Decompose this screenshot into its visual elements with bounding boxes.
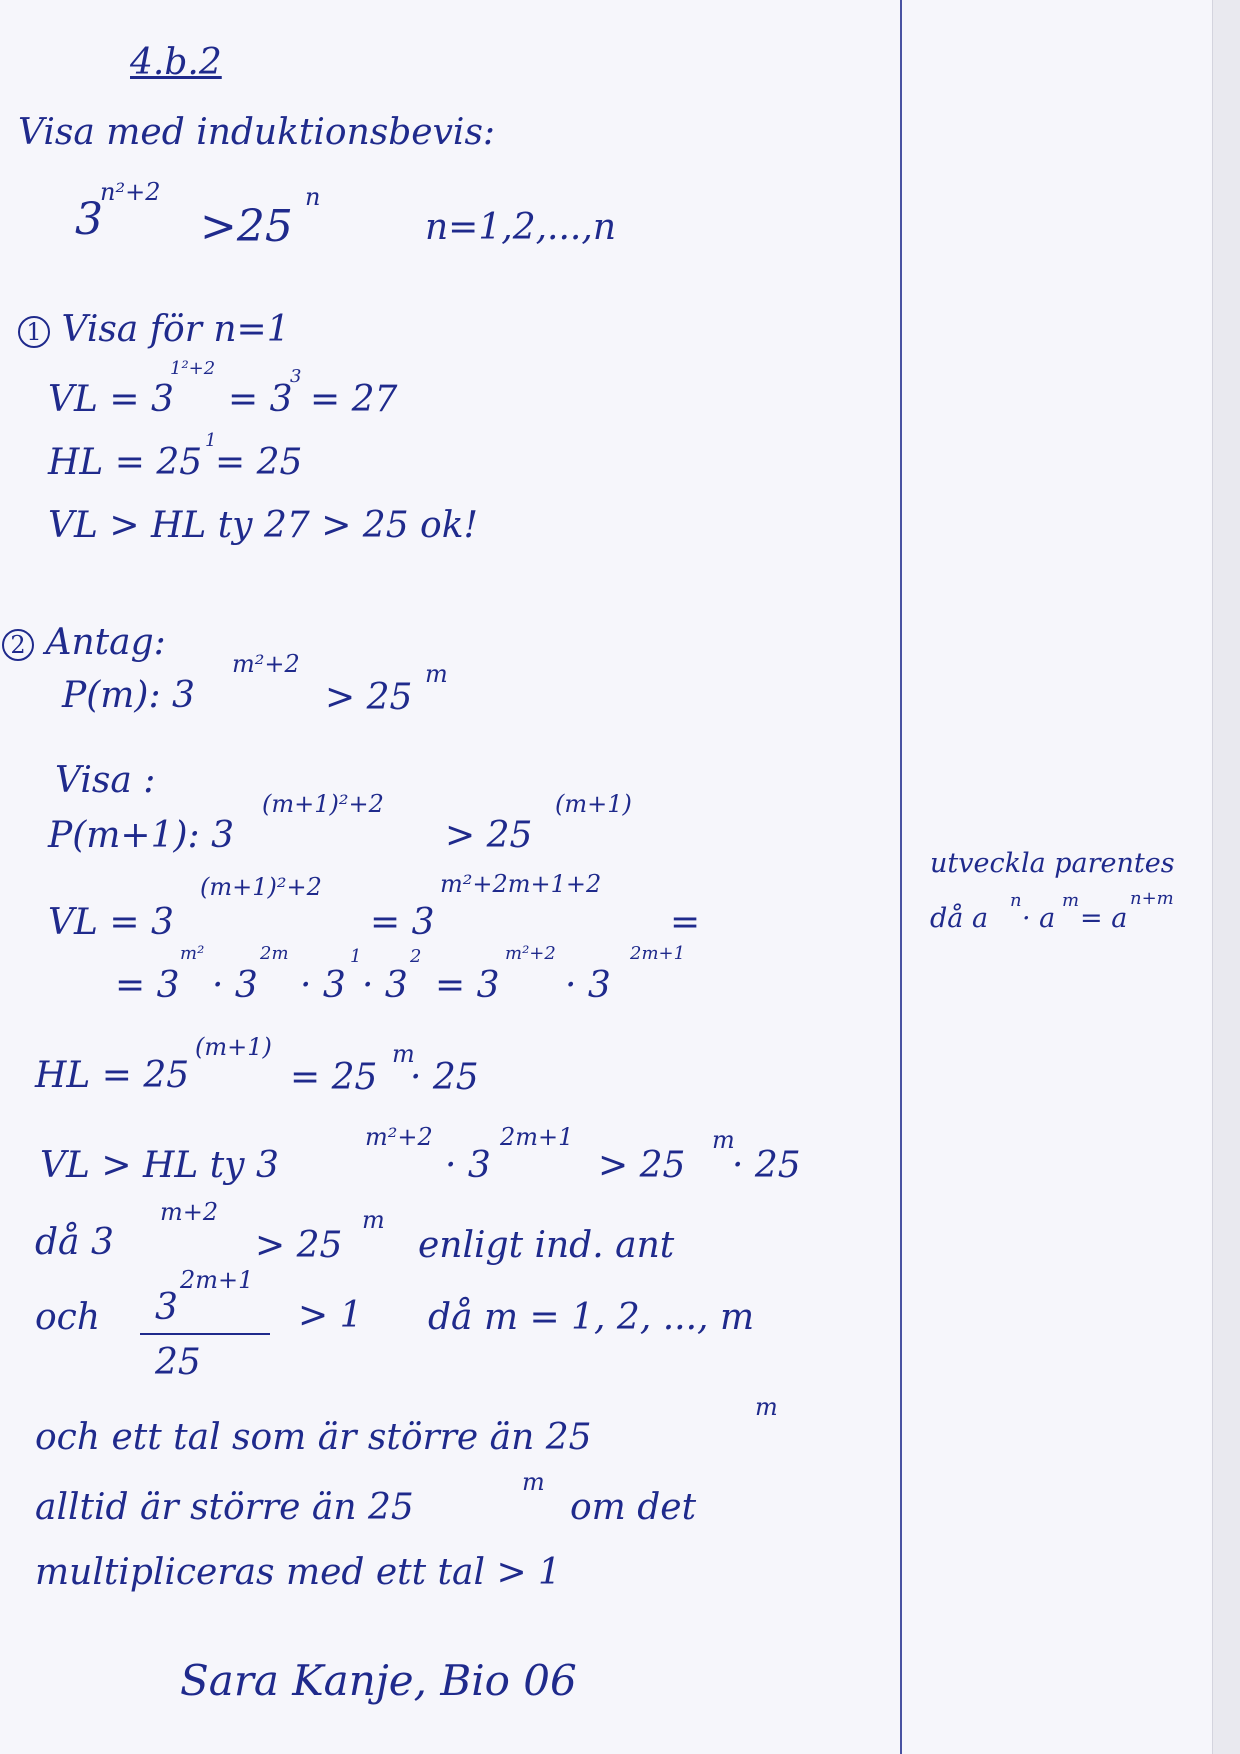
c1-e3: m [712, 1126, 735, 1154]
step1-vl-c: = 27 [310, 379, 398, 420]
vl2-e6: 2m+1 [630, 943, 686, 964]
paper-edge [1212, 0, 1240, 1754]
fraction-bar [140, 1333, 270, 1335]
c1-e2: 2m+1 [500, 1123, 574, 1151]
step2-antag: Antag: [45, 622, 166, 663]
vl2-f: = 3 [435, 965, 500, 1006]
vl2-e2: 2m [260, 943, 289, 964]
c2-e2: m [362, 1206, 385, 1234]
note-line2-e1: n [1010, 890, 1022, 911]
vl1-exp: (m+1)²+2 [200, 873, 322, 901]
c1-a: VL > HL ty 3 [40, 1145, 279, 1186]
step1-hl-b: = 25 [215, 442, 303, 483]
claim-rhs-exponent: n [305, 183, 321, 211]
signature: Sara Kanje, Bio 06 [180, 1656, 577, 1705]
step1-hl-a: HL = 25 [48, 442, 203, 483]
step1-title-text: Visa för n=1 [61, 309, 290, 350]
c2-c: enligt ind. ant [418, 1225, 675, 1266]
hl1-c: · 25 [410, 1057, 479, 1098]
pm1-a: P(m+1): 3 [48, 815, 234, 856]
c3-e1: 2m+1 [180, 1266, 254, 1294]
step1-vl-a: VL = 3 [48, 379, 174, 420]
step1-vl-exp: 1²+2 [170, 358, 216, 379]
note-line2-c: = a [1080, 903, 1128, 934]
vl2-e5: m²+2 [505, 943, 556, 964]
p2-exp: m [522, 1468, 545, 1496]
hl1-a: HL = 25 [35, 1055, 190, 1096]
exercise-number: 4.b.2 [130, 42, 222, 83]
vl2-e3: 1 [350, 946, 362, 967]
pm-exp: m²+2 [232, 650, 300, 678]
c3-c: då m = 1, 2, ..., m [428, 1297, 755, 1338]
vl2-g: · 3 [565, 965, 611, 1006]
step2-header [2, 622, 166, 663]
c3-b: > 1 [298, 1295, 363, 1336]
pm-b: > 25 [325, 677, 413, 718]
c2-b: > 25 [255, 1225, 343, 1266]
claim-base: 3 [75, 194, 103, 245]
intro-line: Visa med induktionsbevis: [18, 112, 496, 153]
pm1-exp2: (m+1) [555, 790, 632, 818]
c3-a: och [35, 1297, 101, 1338]
note-line2-e3: n+m [1130, 888, 1174, 909]
step1-vl-exp2: 3 [290, 366, 302, 387]
vl2-b: · 3 [212, 965, 258, 1006]
step1-conclusion: VL > HL ty 27 > 25 ok! [48, 505, 479, 546]
note-line1: utveckla parentes [930, 848, 1175, 879]
note-line2-b: · a [1022, 903, 1056, 934]
step1-title [18, 309, 290, 350]
c1-e1: m²+2 [365, 1123, 433, 1151]
hl1-exp: (m+1) [195, 1033, 272, 1061]
vl1-c: = [670, 902, 701, 943]
p2-b: om det [570, 1487, 697, 1528]
step1-number: 1 [18, 316, 50, 348]
c2-e1: m+2 [160, 1198, 219, 1226]
p2: alltid är större än 25 [35, 1487, 414, 1528]
claim-range: n=1,2,...,n [425, 207, 617, 248]
step1-vl-b: = 3 [228, 379, 293, 420]
vl1-b: = 3 [370, 902, 435, 943]
hl1-exp2: m [392, 1040, 415, 1068]
hl1-b: = 25 [290, 1057, 378, 1098]
c1-c: > 25 [598, 1145, 686, 1186]
c3-den: 25 [155, 1342, 201, 1383]
c3-num: 3 [155, 1287, 178, 1328]
note-line2-a: då a [930, 903, 989, 934]
p1: och ett tal som är större än 25 [35, 1417, 592, 1458]
note-line2-e2: m [1062, 890, 1080, 911]
pm-a: P(m): 3 [62, 675, 195, 716]
p1-exp: m [755, 1393, 778, 1421]
pm-exp2: m [425, 660, 448, 688]
c1-d: · 25 [732, 1145, 801, 1186]
vl1-exp2: m²+2m+1+2 [440, 870, 602, 898]
c2-a: då 3 [35, 1222, 114, 1263]
vl2-e1: m² [180, 943, 205, 964]
pm1-b: > 25 [445, 815, 533, 856]
step2-number: 2 [2, 629, 34, 661]
vl2-a: = 3 [115, 965, 180, 1006]
claim-rhs: >25 [200, 201, 293, 252]
pm1-exp: (m+1)²+2 [262, 790, 384, 818]
step1-hl-exp: 1 [205, 430, 217, 451]
claim-exponent: n²+2 [100, 178, 161, 206]
margin-line [900, 0, 902, 1754]
c1-b: · 3 [445, 1145, 491, 1186]
p3: multipliceras med ett tal > 1 [35, 1552, 561, 1593]
vl1-a: VL = 3 [48, 902, 174, 943]
vl2-c: · 3 [300, 965, 346, 1006]
visa-label: Visa : [55, 760, 156, 801]
vl2-d: · 3 [362, 965, 408, 1006]
vl2-e4: 2 [410, 946, 422, 967]
